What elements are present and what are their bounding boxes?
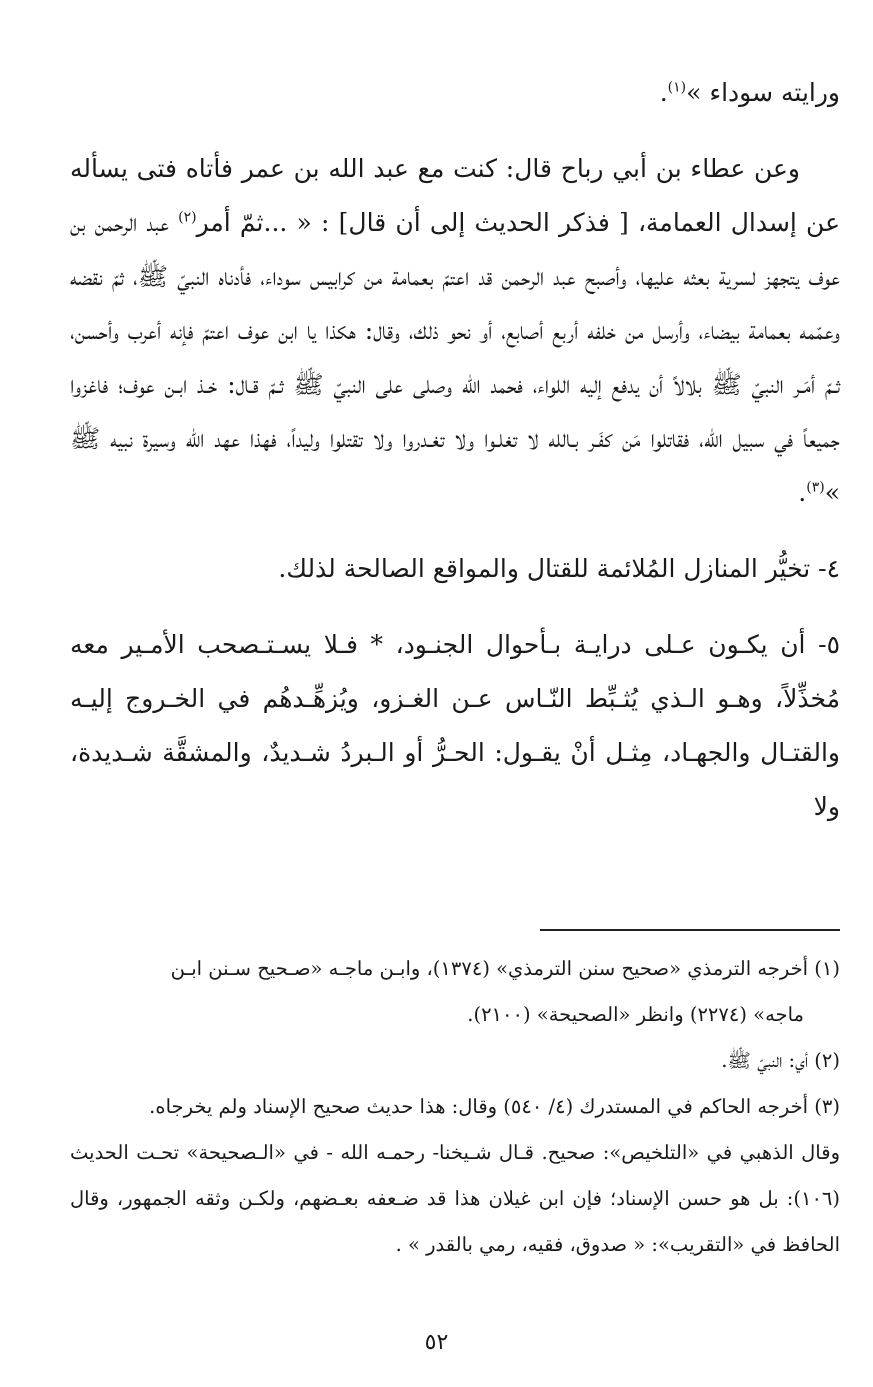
page-number: ٥٢ xyxy=(424,1330,449,1355)
footnote-3: (٣) أخرجه الحاكم في المستدرك (٤/ ٥٤٠) وقال: هذا حديث صحيح الإسناد ولم يخرجاه. xyxy=(149,1095,840,1118)
paragraph-1 xyxy=(70,66,840,120)
paragraph-1-text: ورايته سوداء » xyxy=(686,78,840,107)
footnote-2: (٢) أي: النبيّ ﷺ. xyxy=(721,1049,840,1072)
footnote-ref-3: (٣) xyxy=(806,479,825,496)
paragraph-1-end: . xyxy=(659,78,668,107)
footnote-3-continuation: وقال الذهبي في «التلخيص»: صحيح. قـال شـيخنا- رحمـه الله - في «الـصحيحة» تحـت الحديث (١٠٦): بل هو حسن الإسناد؛ فإن ابن غيلان هذا قد ضـعفه بعـضهم، ولكـن وثقه الجمهور، وقال الحافظ في «التقريب»: « صدوق، فقيه، رمي بالقدر » . xyxy=(70,1141,840,1256)
paragraph-2-text-b: عبد الرحمن بن عوف يتجهز لسرية بعثه عليها، وأصبح عبد الرحمن قد اعتمّ بعمامة من كرابيس سوداء، فأدناه النبيّ ﷺ، ثمّ نقضه وعمّمه بعمامة بيضاء، وأرسل من خلفه أربع أصابع، أو نحو ذلك، وقال: هكذا يا ابن عوف اعتمّ فإنه أعرب وأحسن، ثـمّ أمَـر النبيّ ﷺ بلالاً أن يدفع إليه اللواء، فحمد الله وصلى على النبيّ ﷺ ثـمّ قـال: خـذ ابـن عوف؛ فاغزوا جميعاً في سبيل الله، فقاتلوا مَن كفَـر بـالله لا تغلـوا ولا تغـدروا ولا تقتلوا وليداً، فهذا عهد الله وسيرة نبيه ﷺ » xyxy=(70,208,840,507)
main-text xyxy=(70,66,840,834)
paragraph-2-end: . xyxy=(798,478,807,507)
footnote-divider xyxy=(540,929,840,931)
list-item-4: ٤- تخيُّر المنازل المُلائمة للقتال والمواقع الصالحة لذلك. xyxy=(278,554,840,583)
footnote-1-continuation: ماجه» (٢٢٧٤) وانظر «الصحيحة» (٢١٠٠). xyxy=(467,1003,804,1026)
list-item-5: ٥- أن يكـون عـلى درايـة بـأحوال الجنـود، * فـلا يسـتـصحب الأمـير معه مُخذِّلاً، وهـو الـذي يُثـبِّط النّـاس عـن الغـزو، ويُزهِّـدهُم في الخـروج إليـه والقتـال والجهـاد، مِثـل أنْ يقـول: الحـرُّ أو الـبردُ شـديدٌ، والمشقَّة شـديدة، ولا xyxy=(70,630,840,821)
footnote-1: (١) أخرجه الترمذي «صحيح سنن الترمذي» (١٣٧٤)، وابـن ماجـه «صـحيح سـنن ابـن xyxy=(170,957,840,980)
footnote-ref-1: (١) xyxy=(667,79,687,96)
paragraph-2 xyxy=(70,142,840,520)
footnote-ref-2: (٢) xyxy=(178,209,197,226)
footnotes xyxy=(70,946,840,1268)
paragraph-2-text-a: وعن عطاء بن أبي رباح قال: كنت مع عبد الله بن عمر فأتاه فتى يسأله عن إسدال العمامة، [ فذكر الحديث إلى أن قال] : « ...ثمّ أمر xyxy=(70,154,840,237)
